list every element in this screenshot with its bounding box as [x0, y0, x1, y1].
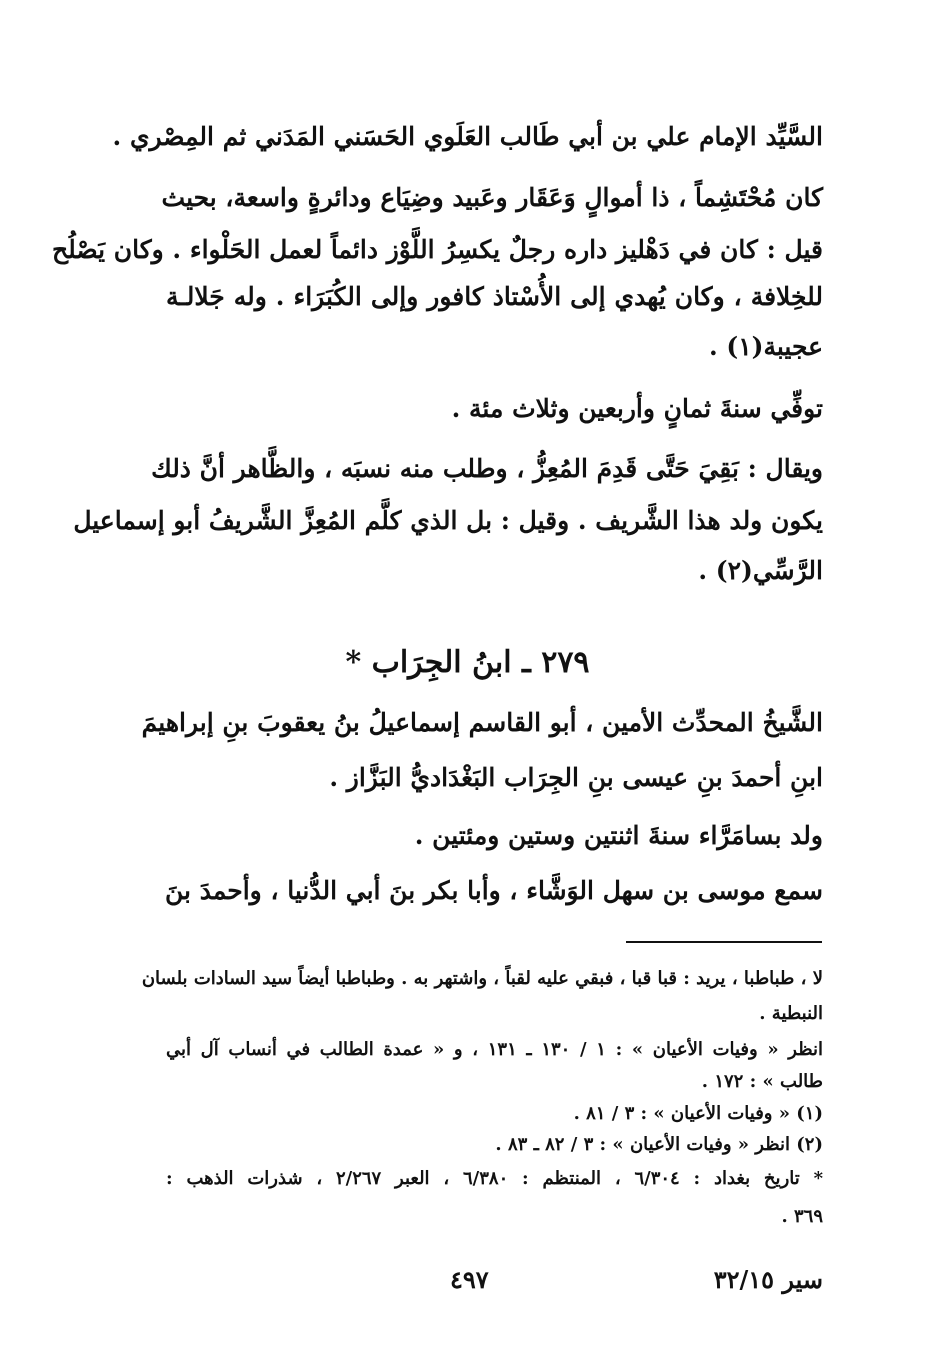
text-line-11: ابنِ أحمدَ بنِ عيسى بنِ الجِرَاب البَغْدَاديُّ البَزَّاز .	[329, 763, 823, 792]
footnote-line-4: طالب » : ١٧٢ .	[701, 1071, 823, 1092]
footnote-line-2: النبطية .	[759, 1003, 823, 1024]
footnote-line-8: ٣٦٩ .	[781, 1206, 823, 1227]
signature-mark: سير ٣٢/١٥	[713, 1265, 823, 1294]
text-line-8: يكون ولد هذا الشَّريف . وقيل : بل الذي كلَّم المُعِزَّ الشَّريفُ أبو إسماعيل	[73, 506, 823, 535]
text-line-10: الشَّيخُ المحدِّث الأمين ، أبو القاسم إسماعيلُ بنُ يعقوبَ بنِ إبراهيمَ	[141, 708, 823, 737]
section-heading: ٢٧٩ ـ ابنُ الجِرَاب *	[345, 645, 590, 680]
text-line-6: توفِّي سنةَ ثمانٍ وأربعين وثلاث مئة .	[451, 394, 823, 423]
text-line-9: الرَّسِّي(٢) .	[698, 556, 823, 585]
text-line-5: عجيبة(١) .	[708, 332, 823, 361]
text-line-12: ولد بسامَرَّاء سنةَ اثنتين وستين ومئتين .	[414, 821, 823, 850]
text-line-2: كان مُحْتَشِماً ، ذا أموالٍ وَعَقَار وعَبيد وضِيَاع ودائرةٍ واسعة، بحيث	[161, 183, 823, 212]
footnote-line-7: * تاريخ بغداد : ٦/٣٠٤ ، المنتظم : ٦/٣٨٠ ، العبر ٢/٢٦٧ ، شذرات الذهب :	[166, 1168, 823, 1189]
text-line-7: ويقال : بَقِيَ حَتَّى قَدِمَ المُعِزُّ ، وطلب منه نسبَه ، والظَّاهر أنَّ ذلك	[151, 454, 823, 483]
page-number: ٤٩٧	[450, 1265, 489, 1294]
text-line-4: للخِلافة ، وكان يُهدي إلى الأُسْتاذ كافور وإلى الكُبَرَاء . وله جَلالـة	[166, 282, 823, 311]
footnote-line-1: لا ، طباطبا ، يريد : قبا قبا ، فبقي عليه لقباً ، واشتهر به . وطباطبا أيضاً سيد السادات بلسان	[141, 968, 823, 989]
text-line-13: سمع موسى بن سهل الوَشَّاء ، وأبا بكر بنَ أبي الدُّنيا ، وأحمدَ بنَ	[165, 876, 823, 905]
footnote-separator	[626, 941, 822, 943]
footnote-line-5: (١) « وفيات الأعيان » : ٣ / ٨١ .	[573, 1103, 823, 1124]
footnote-line-6: (٢) انظر « وفيات الأعيان » : ٣ / ٨٢ ـ ٨٣ .	[495, 1134, 823, 1155]
footnote-line-3: انظر « وفيات الأعيان » : ١ / ١٣٠ ـ ١٣١ ، و « عمدة الطالب في أنساب آل أبي	[166, 1039, 823, 1060]
text-line-1: السَّيِّد الإمام علي بن أبي طَالب العَلَوي الحَسَني المَدَني ثم المِصْري .	[112, 122, 823, 151]
text-line-3: قيل : كان في دَهْليز داره رجلٌ يكسِرُ اللَّوْز دائماً لعمل الحَلْواء . وكان يَصْلُح	[52, 235, 823, 264]
